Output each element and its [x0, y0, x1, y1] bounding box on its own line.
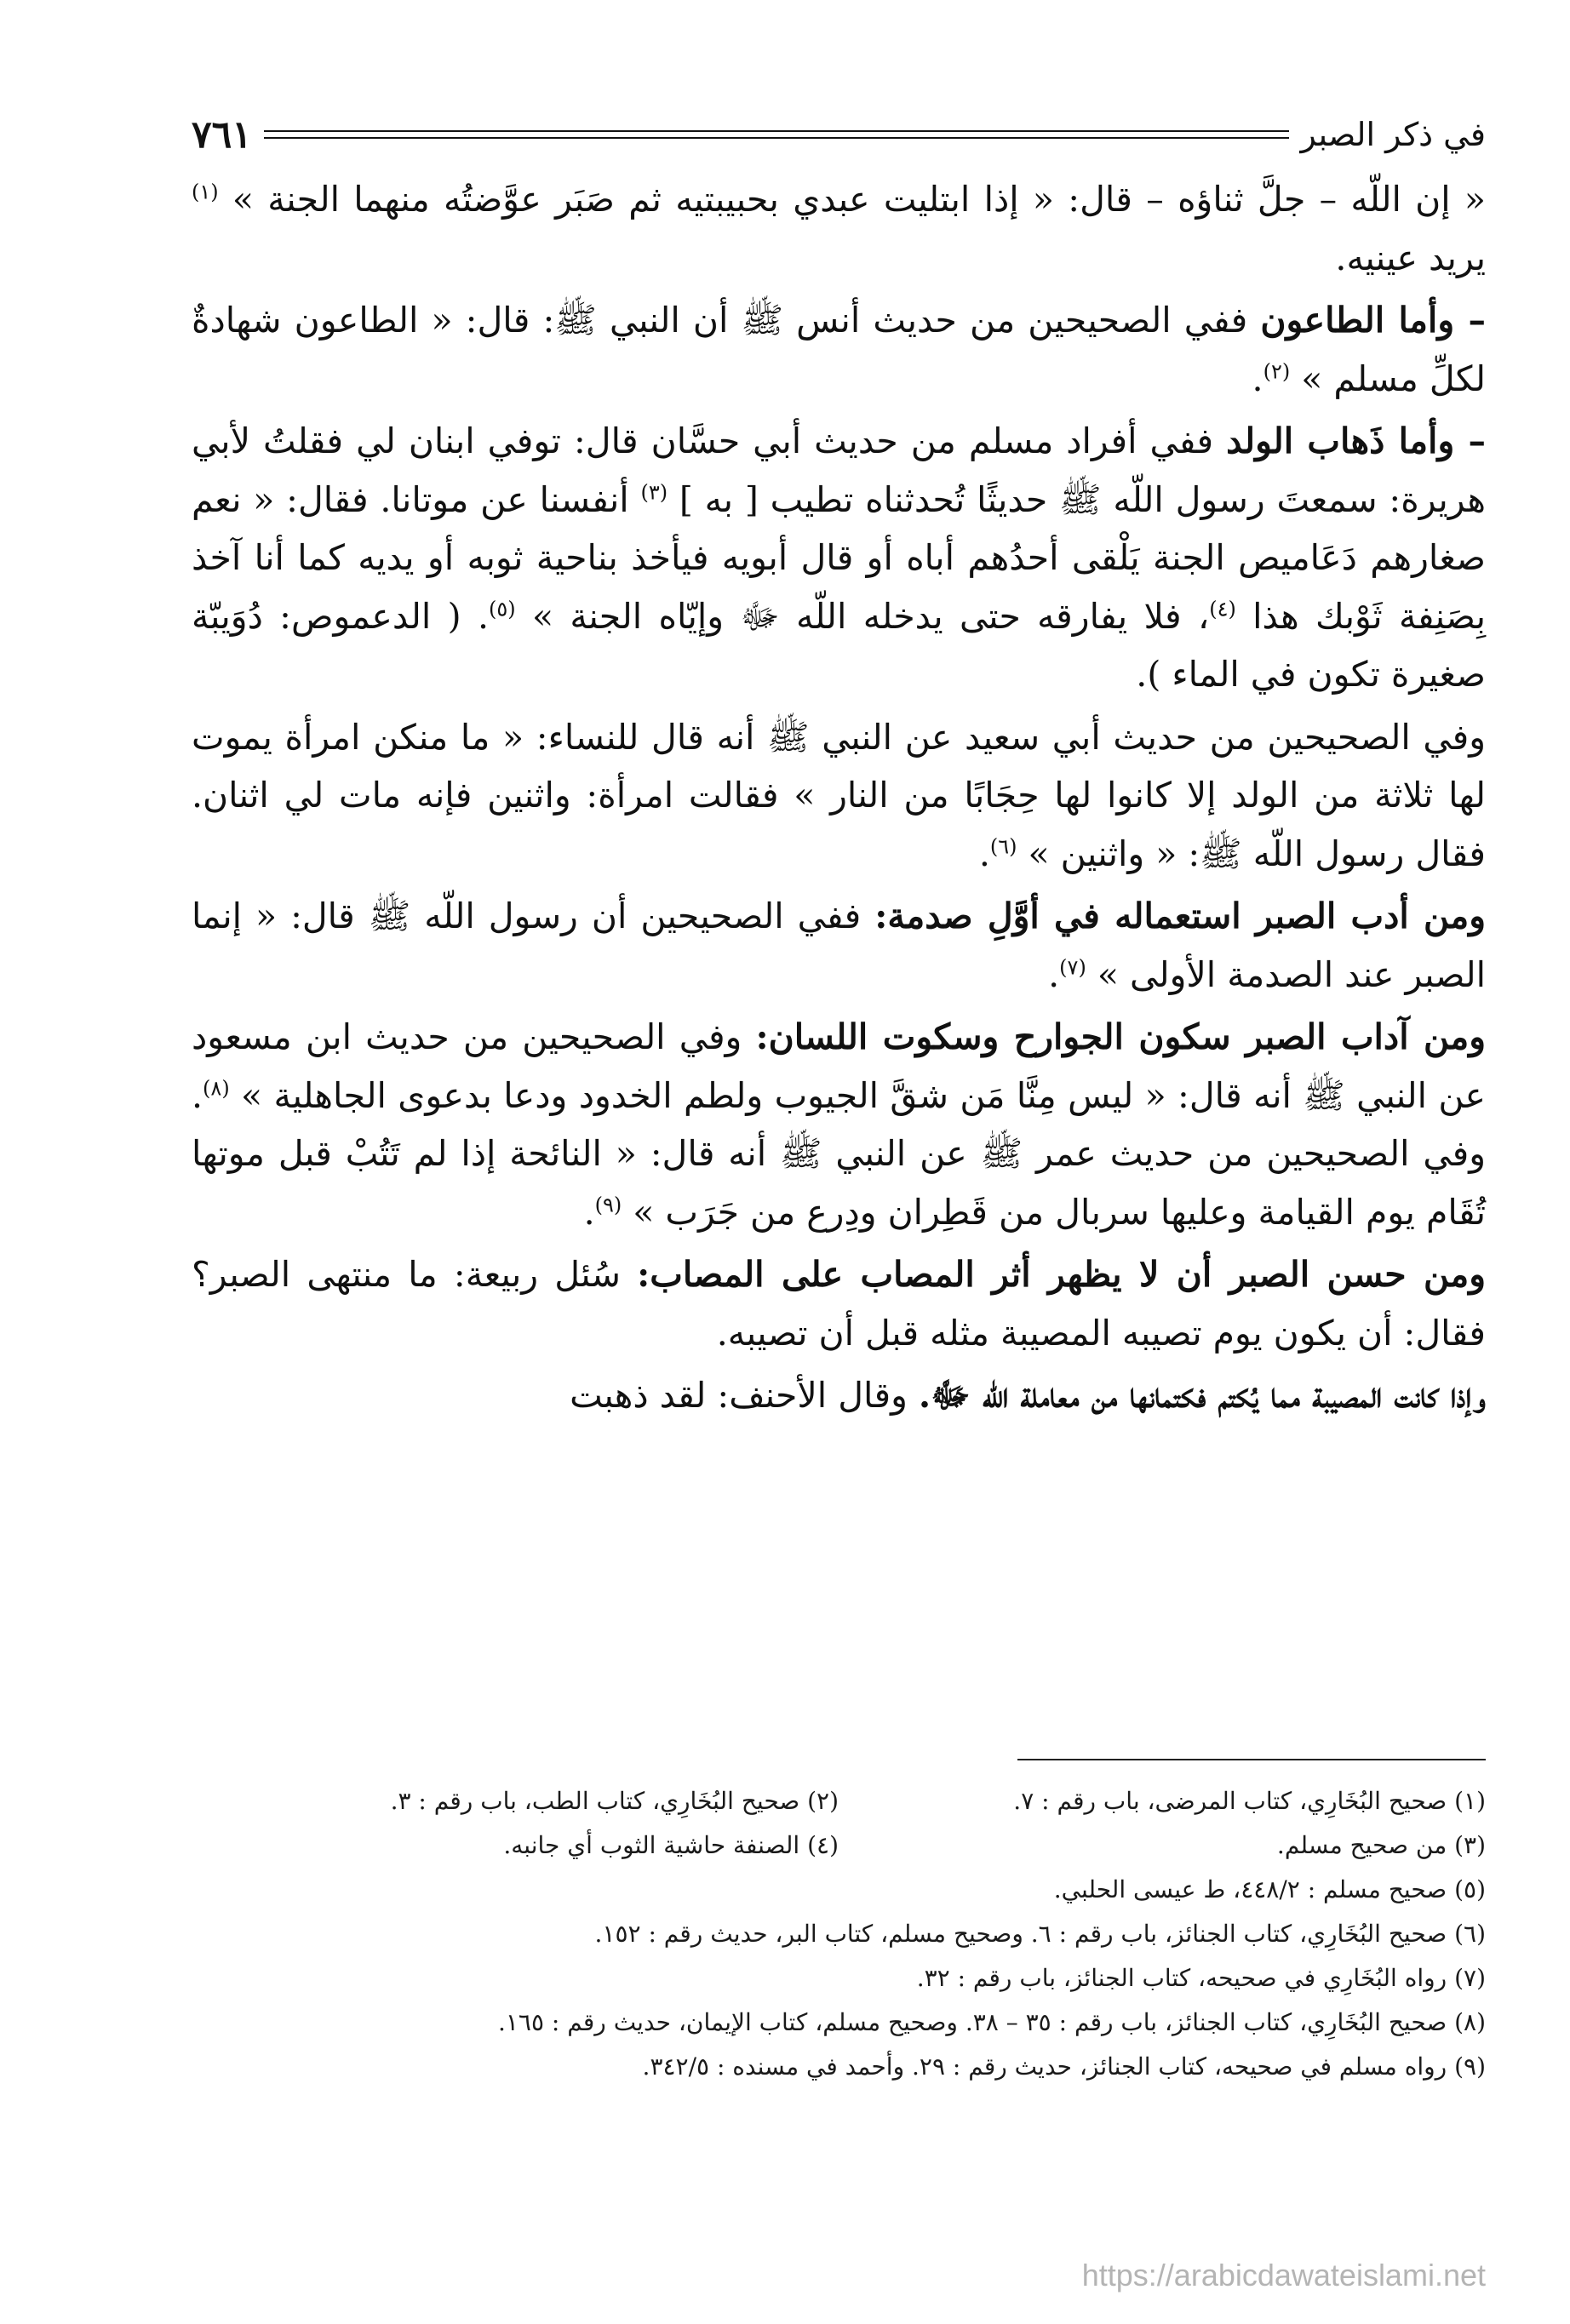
paragraph — [192, 291, 1486, 408]
text-run: وقال الأحنف: لقد ذهبت — [570, 1375, 919, 1416]
text-run: . وفي الصحيحين من حديث عمر ﷺ عن النبي ﷺ أنه قال: « النائحة إذا لم تَتُبْ قبل موتها تُقَام يوم القيامة وعليها سربال من قَطِران ودِرع من جَرَب » — [192, 1074, 1486, 1233]
paragraph — [192, 1008, 1486, 1241]
footnote-3: (٣) من صحيح مسلم. — [1276, 1831, 1486, 1859]
bold-heading: – وأما ذَهاب الولد — [1226, 421, 1486, 461]
paragraph — [192, 1245, 1486, 1362]
footnote-row — [192, 1779, 1486, 1823]
footnotes — [192, 1779, 1486, 2089]
footnote-4: (٤) الصنفة حاشية الثوب أي جانبه. — [503, 1831, 839, 1859]
footnote-ref: (٢) — [1263, 358, 1291, 383]
footnote-2: (٢) صحيح البُخَارِي، كتاب الطب، باب رقم : ٣. — [390, 1787, 839, 1815]
footnote-9: (٩) رواه مسلم في صحيحه، كتاب الجنائز، حديث رقم : ٢٩. وأحمد في مسنده : ٣٤٢/٥. — [642, 2052, 1486, 2081]
text-run: ، فلا يفارقه حتى يدخله اللّه ﷻ وإيّاه الجنة » — [515, 595, 1210, 637]
footnote-6: (٦) صحيح البُخَارِي، كتاب الجنائز، باب رقم : ٦. وصحيح مسلم، كتاب البر، حديث رقم : ١٥٢. — [594, 1920, 1486, 1948]
bold-heading: وإذا كانت المصيبة مما يُكتم فكتمانها من معاملة اللّه ﷻ. — [918, 1375, 1486, 1416]
footnote-7: (٧) رواه البُخَارِي في صحيحه، كتاب الجنائز، باب رقم : ٣٢. — [916, 1964, 1486, 1992]
footnote-ref: (٥) — [489, 596, 516, 621]
text-run: « إن اللّه – جلَّ ثناؤه – قال: « إذا ابتليت عبدي بحبيبتيه ثم صَبَر عوَّضتُه منهما الجنة » — [218, 179, 1486, 220]
text-run: ففي الصحيحين أن رسول اللّه ﷺ قال: « إنما الصبر عند الصدمة الأولى » — [192, 896, 1486, 995]
main-text — [192, 170, 1486, 1429]
text-run: . — [1048, 953, 1060, 995]
paragraph — [192, 1366, 1486, 1425]
bold-heading: ومن أدب الصبر استعماله في أوَّلِ صدمة: — [874, 896, 1486, 936]
watermark-url: https://arabicdawateislami.net — [1081, 2258, 1486, 2293]
text-run: . — [978, 833, 990, 874]
text-run: ففي أفراد مسلم من حديث أبي حسَّان قال: توفي ابنان لي فقلتُ لأبي هريرة: سمعتَ رسول اللّه ﷺ حديثًا تُحدثناه تطيب [ به ] — [192, 421, 1486, 520]
text-run: . ( الدعموص: دُوَيبّة صغيرة تكون في الماء ). — [192, 595, 1486, 695]
footnote-ref: (٧) — [1059, 954, 1086, 979]
page-number: ٧٦١ — [192, 112, 252, 157]
footnote-ref: (٦) — [989, 833, 1017, 858]
footnote-1: (١) صحيح البُخَارِي، كتاب المرضى، باب رقم : ٧. — [1013, 1787, 1486, 1815]
header-rule — [264, 130, 1289, 139]
footnote-ref: (٤) — [1209, 596, 1236, 621]
text-run: يريد عينيه. — [1335, 237, 1486, 278]
text-run: سُئل ربيعة: ما منتهى الصبر؟ فقال: أن يكون يوم تصيبه المصيبة مثله قبل أن تصيبه. — [192, 1254, 1486, 1354]
footnote-ref: (٩) — [594, 1192, 622, 1216]
chapter-title: في ذكر الصبر — [1300, 116, 1486, 153]
text-run: . — [1252, 358, 1263, 399]
paragraph — [192, 887, 1486, 1004]
bold-heading: ومن حسن الصبر أن لا يظهر أثر المصاب على المصاب: — [637, 1254, 1486, 1295]
footnote-row — [192, 1823, 1486, 1868]
footnote-ref: (٨) — [203, 1075, 230, 1100]
footnote-ref: (١) — [192, 180, 219, 204]
paragraph — [192, 708, 1486, 884]
paragraph — [192, 412, 1486, 704]
footnote-ref: (٣) — [640, 479, 668, 504]
footnote-5: (٥) صحيح مسلم : ٤٤٨/٢، ط عيسى الحلبي. — [1053, 1875, 1486, 1903]
paragraph — [192, 170, 1486, 287]
footnote-separator — [1017, 1759, 1486, 1760]
bold-heading: – وأما الطاعون — [1260, 300, 1486, 341]
text-run: وفي الصحيحين من حديث أبي سعيد عن النبي ﷺ أنه قال للنساء: « ما منكن امرأة يموت لها ثلاثة من الولد إلا كانوا لها حِجَابًا من النار » فقالت امرأة: واثنين فإنه مات لي اثنان. فقال رسول اللّه ﷺ: « واثنين » — [192, 716, 1486, 874]
running-header — [192, 109, 1486, 160]
footnote-8: (٨) صحيح البُخَارِي، كتاب الجنائز، باب رقم : ٣٥ – ٣٨. وصحيح مسلم، كتاب الإيمان، حديث رقم : ١٦٥. — [497, 2008, 1486, 2036]
text-run: أنفسنا عن موتانا. فقال: « نعم صغارهم دَعَاميص الجنة يَلْقى أحدُهم أباه أو قال أبويه فيأخذ بناحية ثوبه أو يديه كما أنا آخذ بِصَنِفة ثَوْبك هذا — [192, 478, 1486, 637]
text-run: ففي الصحيحين من حديث أنس ﷺ أن النبي ﷺ: قال: « الطاعون شهادةٌ لكلِّ مسلم » — [192, 300, 1486, 399]
bold-heading: ومن آداب الصبر سكون الجوارح وسكوت اللسان: — [755, 1016, 1486, 1057]
text-run: وفي الصحيحين من حديث ابن مسعود عن النبي ﷺ أنه قال: « ليس مِنَّا مَن شقَّ الجيوب ولطم الخدود ودعا بدعوى الجاهلية » — [192, 1016, 1487, 1116]
text-run: . — [583, 1191, 595, 1233]
